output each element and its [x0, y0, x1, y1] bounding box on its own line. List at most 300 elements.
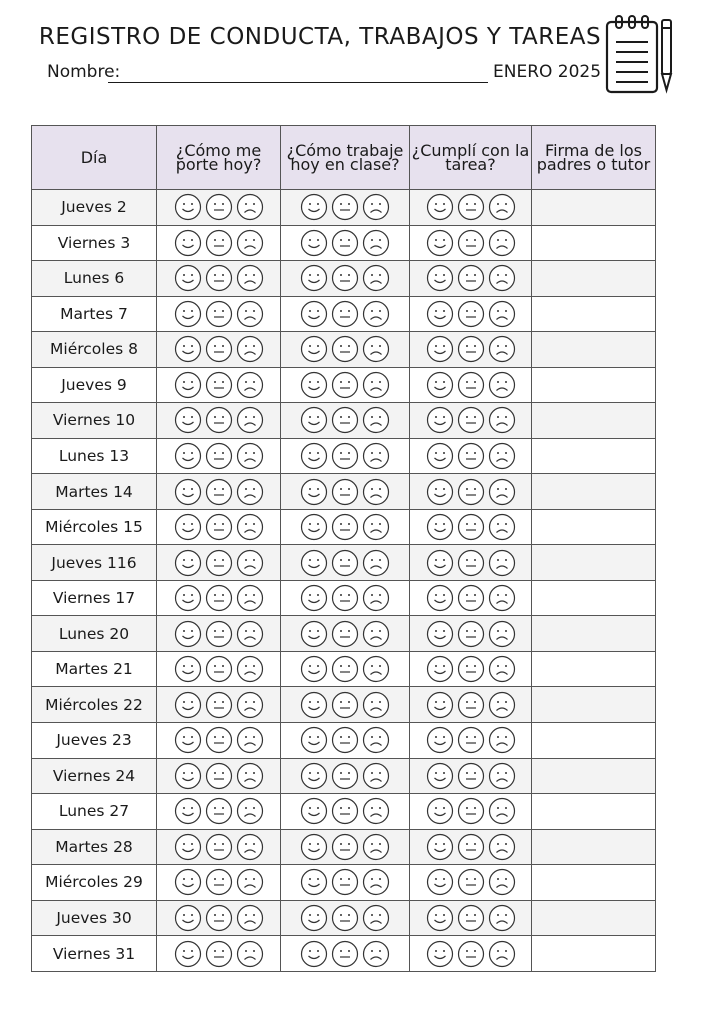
happy-face-icon[interactable]: [426, 584, 454, 612]
signature-cell[interactable]: [532, 651, 656, 687]
neutral-face-icon[interactable]: [457, 442, 485, 470]
happy-face-icon[interactable]: [426, 868, 454, 896]
sad-face-icon[interactable]: [236, 584, 264, 612]
sad-face-icon[interactable]: [236, 300, 264, 328]
sad-face-icon[interactable]: [236, 904, 264, 932]
neutral-face-icon[interactable]: [205, 229, 233, 257]
sad-face-icon[interactable]: [362, 797, 390, 825]
sad-face-icon[interactable]: [488, 797, 516, 825]
neutral-face-icon[interactable]: [457, 335, 485, 363]
neutral-face-icon[interactable]: [205, 478, 233, 506]
signature-cell[interactable]: [532, 900, 656, 936]
neutral-face-icon[interactable]: [457, 264, 485, 292]
neutral-face-icon[interactable]: [457, 193, 485, 221]
sad-face-icon[interactable]: [488, 691, 516, 719]
sad-face-icon[interactable]: [362, 478, 390, 506]
happy-face-icon[interactable]: [174, 620, 202, 648]
happy-face-icon[interactable]: [174, 300, 202, 328]
day-cell: Miércoles 22: [32, 687, 157, 723]
sad-face-icon[interactable]: [488, 335, 516, 363]
neutral-face-icon[interactable]: [457, 762, 485, 790]
neutral-face-icon[interactable]: [331, 797, 359, 825]
neutral-face-icon[interactable]: [205, 797, 233, 825]
neutral-face-icon[interactable]: [457, 371, 485, 399]
happy-face-icon[interactable]: [426, 300, 454, 328]
sad-face-icon[interactable]: [488, 442, 516, 470]
sad-face-icon[interactable]: [236, 691, 264, 719]
sad-face-icon[interactable]: [362, 584, 390, 612]
sad-face-icon[interactable]: [488, 371, 516, 399]
table-row: [32, 474, 656, 510]
happy-face-icon[interactable]: [426, 406, 454, 434]
neutral-face-icon[interactable]: [205, 655, 233, 683]
sad-face-icon[interactable]: [488, 584, 516, 612]
sad-face-icon[interactable]: [488, 904, 516, 932]
neutral-face-icon[interactable]: [457, 584, 485, 612]
neutral-face-icon[interactable]: [331, 904, 359, 932]
behavior-rating-cell: [157, 580, 281, 616]
sad-face-icon[interactable]: [488, 478, 516, 506]
behavior-rating-cell: [157, 865, 281, 901]
day-cell: Viernes 10: [32, 403, 157, 439]
happy-face-icon[interactable]: [426, 833, 454, 861]
happy-face-icon[interactable]: [174, 335, 202, 363]
behavior-rating-cell: [157, 438, 281, 474]
homework-rating-cell: [410, 403, 532, 439]
happy-face-icon[interactable]: [426, 371, 454, 399]
happy-face-icon[interactable]: [426, 655, 454, 683]
notepad-pencil-icon: [604, 14, 676, 96]
behavior-rating-cell: [157, 403, 281, 439]
neutral-face-icon[interactable]: [205, 371, 233, 399]
happy-face-icon[interactable]: [174, 584, 202, 612]
homework-rating-cell: [410, 332, 532, 368]
sad-face-icon[interactable]: [362, 726, 390, 754]
neutral-face-icon[interactable]: [331, 513, 359, 541]
happy-face-icon[interactable]: [174, 726, 202, 754]
sad-face-icon[interactable]: [362, 371, 390, 399]
happy-face-icon[interactable]: [300, 655, 328, 683]
homework-rating-cell: [410, 438, 532, 474]
sad-face-icon[interactable]: [236, 406, 264, 434]
happy-face-icon[interactable]: [300, 229, 328, 257]
sad-face-icon[interactable]: [362, 442, 390, 470]
happy-face-icon[interactable]: [300, 478, 328, 506]
sad-face-icon[interactable]: [362, 264, 390, 292]
signature-cell[interactable]: [532, 403, 656, 439]
happy-face-icon[interactable]: [300, 762, 328, 790]
sad-face-icon[interactable]: [236, 193, 264, 221]
neutral-face-icon[interactable]: [205, 193, 233, 221]
happy-face-icon[interactable]: [300, 584, 328, 612]
behavior-rating-cell: [157, 651, 281, 687]
sad-face-icon[interactable]: [488, 655, 516, 683]
signature-cell[interactable]: [532, 865, 656, 901]
happy-face-icon[interactable]: [300, 691, 328, 719]
day-cell: Viernes 24: [32, 758, 157, 794]
happy-face-icon[interactable]: [174, 655, 202, 683]
day-cell: Martes 28: [32, 829, 157, 865]
sad-face-icon[interactable]: [362, 691, 390, 719]
signature-cell[interactable]: [532, 296, 656, 332]
classwork-rating-cell: [281, 687, 410, 723]
sad-face-icon[interactable]: [236, 371, 264, 399]
classwork-rating-cell: [281, 474, 410, 510]
neutral-face-icon[interactable]: [331, 264, 359, 292]
sad-face-icon[interactable]: [362, 762, 390, 790]
neutral-face-icon[interactable]: [457, 229, 485, 257]
table-row: [32, 722, 656, 758]
signature-cell[interactable]: [532, 225, 656, 261]
day-cell: Viernes 17: [32, 580, 157, 616]
neutral-face-icon[interactable]: [331, 371, 359, 399]
neutral-face-icon[interactable]: [457, 549, 485, 577]
happy-face-icon[interactable]: [174, 549, 202, 577]
happy-face-icon[interactable]: [300, 371, 328, 399]
happy-face-icon[interactable]: [426, 726, 454, 754]
signature-cell[interactable]: [532, 936, 656, 972]
column-header-homework: ¿Cumplí con la tarea?: [410, 126, 532, 190]
neutral-face-icon[interactable]: [205, 762, 233, 790]
neutral-face-icon[interactable]: [205, 513, 233, 541]
happy-face-icon[interactable]: [300, 797, 328, 825]
happy-face-icon[interactable]: [174, 442, 202, 470]
classwork-rating-cell: [281, 261, 410, 297]
sad-face-icon[interactable]: [236, 549, 264, 577]
behavior-rating-cell: [157, 296, 281, 332]
happy-face-icon[interactable]: [300, 300, 328, 328]
sad-face-icon[interactable]: [236, 478, 264, 506]
sad-face-icon[interactable]: [236, 655, 264, 683]
neutral-face-icon[interactable]: [457, 691, 485, 719]
homework-rating-cell: [410, 474, 532, 510]
behavior-rating-cell: [157, 900, 281, 936]
day-cell: Lunes 6: [32, 261, 157, 297]
sad-face-icon[interactable]: [362, 193, 390, 221]
happy-face-icon[interactable]: [174, 371, 202, 399]
happy-face-icon[interactable]: [300, 868, 328, 896]
neutral-face-icon[interactable]: [331, 726, 359, 754]
table-row: [32, 865, 656, 901]
happy-face-icon[interactable]: [174, 904, 202, 932]
sad-face-icon[interactable]: [362, 655, 390, 683]
sad-face-icon[interactable]: [362, 868, 390, 896]
homework-rating-cell: [410, 936, 532, 972]
happy-face-icon[interactable]: [426, 691, 454, 719]
day-cell: Jueves 30: [32, 900, 157, 936]
day-cell: Jueves 116: [32, 545, 157, 581]
sad-face-icon[interactable]: [488, 264, 516, 292]
neutral-face-icon[interactable]: [205, 584, 233, 612]
neutral-face-icon[interactable]: [205, 726, 233, 754]
homework-rating-cell: [410, 829, 532, 865]
neutral-face-icon[interactable]: [205, 868, 233, 896]
neutral-face-icon[interactable]: [331, 655, 359, 683]
neutral-face-icon[interactable]: [205, 442, 233, 470]
happy-face-icon[interactable]: [174, 762, 202, 790]
neutral-face-icon[interactable]: [331, 620, 359, 648]
signature-cell[interactable]: [532, 545, 656, 581]
sad-face-icon[interactable]: [236, 229, 264, 257]
neutral-face-icon[interactable]: [457, 478, 485, 506]
signature-cell[interactable]: [532, 332, 656, 368]
neutral-face-icon[interactable]: [205, 406, 233, 434]
sad-face-icon[interactable]: [362, 549, 390, 577]
happy-face-icon[interactable]: [174, 797, 202, 825]
neutral-face-icon[interactable]: [331, 940, 359, 968]
neutral-face-icon[interactable]: [205, 904, 233, 932]
neutral-face-icon[interactable]: [457, 655, 485, 683]
day-cell: Jueves 2: [32, 190, 157, 226]
happy-face-icon[interactable]: [426, 193, 454, 221]
column-header-behavior: ¿Cómo me porte hoy?: [157, 126, 281, 190]
day-cell: Miércoles 8: [32, 332, 157, 368]
neutral-face-icon[interactable]: [331, 868, 359, 896]
table-row: [32, 367, 656, 403]
sad-face-icon[interactable]: [236, 442, 264, 470]
happy-face-icon[interactable]: [300, 833, 328, 861]
happy-face-icon[interactable]: [300, 620, 328, 648]
neutral-face-icon[interactable]: [331, 833, 359, 861]
sad-face-icon[interactable]: [488, 620, 516, 648]
classwork-rating-cell: [281, 580, 410, 616]
neutral-face-icon[interactable]: [331, 584, 359, 612]
table-row: [32, 190, 656, 226]
sad-face-icon[interactable]: [236, 868, 264, 896]
behavior-rating-cell: [157, 225, 281, 261]
happy-face-icon[interactable]: [174, 833, 202, 861]
happy-face-icon[interactable]: [426, 513, 454, 541]
sad-face-icon[interactable]: [362, 406, 390, 434]
neutral-face-icon[interactable]: [331, 478, 359, 506]
table-header-row: [32, 126, 656, 190]
sad-face-icon[interactable]: [362, 229, 390, 257]
neutral-face-icon[interactable]: [331, 229, 359, 257]
neutral-face-icon[interactable]: [205, 940, 233, 968]
sad-face-icon[interactable]: [488, 300, 516, 328]
sad-face-icon[interactable]: [488, 868, 516, 896]
neutral-face-icon[interactable]: [205, 620, 233, 648]
signature-cell[interactable]: [532, 722, 656, 758]
neutral-face-icon[interactable]: [331, 193, 359, 221]
happy-face-icon[interactable]: [426, 229, 454, 257]
sad-face-icon[interactable]: [488, 549, 516, 577]
classwork-rating-cell: [281, 509, 410, 545]
happy-face-icon[interactable]: [174, 478, 202, 506]
neutral-face-icon[interactable]: [457, 940, 485, 968]
signature-cell[interactable]: [532, 687, 656, 723]
happy-face-icon[interactable]: [426, 940, 454, 968]
classwork-rating-cell: [281, 332, 410, 368]
happy-face-icon[interactable]: [174, 513, 202, 541]
homework-rating-cell: [410, 580, 532, 616]
day-cell: Viernes 3: [32, 225, 157, 261]
neutral-face-icon[interactable]: [457, 904, 485, 932]
sad-face-icon[interactable]: [488, 762, 516, 790]
happy-face-icon[interactable]: [300, 940, 328, 968]
day-cell: Lunes 27: [32, 794, 157, 830]
sad-face-icon[interactable]: [362, 513, 390, 541]
column-header-day: Día: [32, 126, 157, 190]
signature-cell[interactable]: [532, 474, 656, 510]
classwork-rating-cell: [281, 367, 410, 403]
neutral-face-icon[interactable]: [457, 406, 485, 434]
sad-face-icon[interactable]: [362, 833, 390, 861]
sad-face-icon[interactable]: [488, 726, 516, 754]
neutral-face-icon[interactable]: [457, 797, 485, 825]
sad-face-icon[interactable]: [362, 904, 390, 932]
happy-face-icon[interactable]: [300, 442, 328, 470]
behavior-rating-cell: [157, 829, 281, 865]
neutral-face-icon[interactable]: [205, 833, 233, 861]
table-row: [32, 509, 656, 545]
happy-face-icon[interactable]: [426, 620, 454, 648]
homework-rating-cell: [410, 367, 532, 403]
behavior-rating-cell: [157, 474, 281, 510]
sad-face-icon[interactable]: [236, 620, 264, 648]
happy-face-icon[interactable]: [426, 549, 454, 577]
signature-cell[interactable]: [532, 758, 656, 794]
homework-rating-cell: [410, 509, 532, 545]
happy-face-icon[interactable]: [426, 478, 454, 506]
classwork-rating-cell: [281, 616, 410, 652]
happy-face-icon[interactable]: [174, 229, 202, 257]
neutral-face-icon[interactable]: [331, 406, 359, 434]
sad-face-icon[interactable]: [236, 726, 264, 754]
happy-face-icon[interactable]: [426, 442, 454, 470]
table-row: [32, 687, 656, 723]
table-row: [32, 225, 656, 261]
neutral-face-icon[interactable]: [331, 549, 359, 577]
table-row: [32, 651, 656, 687]
day-cell: Jueves 9: [32, 367, 157, 403]
neutral-face-icon[interactable]: [205, 335, 233, 363]
neutral-face-icon[interactable]: [205, 549, 233, 577]
neutral-face-icon[interactable]: [457, 726, 485, 754]
happy-face-icon[interactable]: [426, 335, 454, 363]
table-row: [32, 758, 656, 794]
sad-face-icon[interactable]: [236, 940, 264, 968]
homework-rating-cell: [410, 794, 532, 830]
happy-face-icon[interactable]: [174, 193, 202, 221]
homework-rating-cell: [410, 758, 532, 794]
happy-face-icon[interactable]: [300, 513, 328, 541]
signature-cell[interactable]: [532, 616, 656, 652]
neutral-face-icon[interactable]: [331, 335, 359, 363]
table-row: [32, 545, 656, 581]
sad-face-icon[interactable]: [362, 620, 390, 648]
happy-face-icon[interactable]: [300, 406, 328, 434]
homework-rating-cell: [410, 296, 532, 332]
homework-rating-cell: [410, 190, 532, 226]
neutral-face-icon[interactable]: [331, 691, 359, 719]
sad-face-icon[interactable]: [236, 335, 264, 363]
sad-face-icon[interactable]: [488, 406, 516, 434]
happy-face-icon[interactable]: [426, 797, 454, 825]
sad-face-icon[interactable]: [488, 193, 516, 221]
sad-face-icon[interactable]: [488, 940, 516, 968]
classwork-rating-cell: [281, 722, 410, 758]
neutral-face-icon[interactable]: [331, 762, 359, 790]
happy-face-icon[interactable]: [174, 868, 202, 896]
table-row: [32, 403, 656, 439]
neutral-face-icon[interactable]: [457, 620, 485, 648]
sad-face-icon[interactable]: [362, 940, 390, 968]
page-title: REGISTRO DE CONDUCTA, TRABAJOS Y TAREAS: [38, 24, 602, 50]
signature-cell[interactable]: [532, 829, 656, 865]
happy-face-icon[interactable]: [174, 264, 202, 292]
signature-cell[interactable]: [532, 794, 656, 830]
sad-face-icon[interactable]: [236, 264, 264, 292]
neutral-face-icon[interactable]: [331, 300, 359, 328]
neutral-face-icon[interactable]: [205, 691, 233, 719]
behavior-rating-cell: [157, 936, 281, 972]
neutral-face-icon[interactable]: [457, 513, 485, 541]
happy-face-icon[interactable]: [300, 726, 328, 754]
sad-face-icon[interactable]: [488, 833, 516, 861]
neutral-face-icon[interactable]: [457, 833, 485, 861]
name-line[interactable]: [108, 82, 488, 83]
classwork-rating-cell: [281, 936, 410, 972]
classwork-rating-cell: [281, 900, 410, 936]
happy-face-icon[interactable]: [300, 549, 328, 577]
homework-rating-cell: [410, 225, 532, 261]
homework-rating-cell: [410, 651, 532, 687]
happy-face-icon[interactable]: [426, 264, 454, 292]
signature-cell[interactable]: [532, 438, 656, 474]
signature-cell[interactable]: [532, 261, 656, 297]
happy-face-icon[interactable]: [426, 904, 454, 932]
neutral-face-icon[interactable]: [331, 442, 359, 470]
sad-face-icon[interactable]: [236, 513, 264, 541]
homework-rating-cell: [410, 722, 532, 758]
sad-face-icon[interactable]: [362, 335, 390, 363]
day-cell: Martes 14: [32, 474, 157, 510]
neutral-face-icon[interactable]: [457, 868, 485, 896]
happy-face-icon[interactable]: [300, 193, 328, 221]
happy-face-icon[interactable]: [300, 904, 328, 932]
sad-face-icon[interactable]: [236, 797, 264, 825]
happy-face-icon[interactable]: [426, 762, 454, 790]
happy-face-icon[interactable]: [300, 264, 328, 292]
classwork-rating-cell: [281, 865, 410, 901]
behavior-rating-cell: [157, 687, 281, 723]
classwork-rating-cell: [281, 545, 410, 581]
happy-face-icon[interactable]: [300, 335, 328, 363]
neutral-face-icon[interactable]: [205, 300, 233, 328]
behavior-rating-cell: [157, 758, 281, 794]
happy-face-icon[interactable]: [174, 406, 202, 434]
sad-face-icon[interactable]: [362, 300, 390, 328]
signature-cell[interactable]: [532, 509, 656, 545]
sad-face-icon[interactable]: [488, 513, 516, 541]
sad-face-icon[interactable]: [488, 229, 516, 257]
sad-face-icon[interactable]: [236, 762, 264, 790]
happy-face-icon[interactable]: [174, 691, 202, 719]
signature-cell[interactable]: [532, 580, 656, 616]
sad-face-icon[interactable]: [236, 833, 264, 861]
table-row: [32, 900, 656, 936]
happy-face-icon[interactable]: [174, 940, 202, 968]
signature-cell[interactable]: [532, 190, 656, 226]
table-row: [32, 332, 656, 368]
behavior-log-table: [31, 125, 656, 972]
signature-cell[interactable]: [532, 367, 656, 403]
neutral-face-icon[interactable]: [205, 264, 233, 292]
neutral-face-icon[interactable]: [457, 300, 485, 328]
behavior-rating-cell: [157, 509, 281, 545]
column-header-classwork: ¿Cómo trabaje hoy en clase?: [281, 126, 410, 190]
